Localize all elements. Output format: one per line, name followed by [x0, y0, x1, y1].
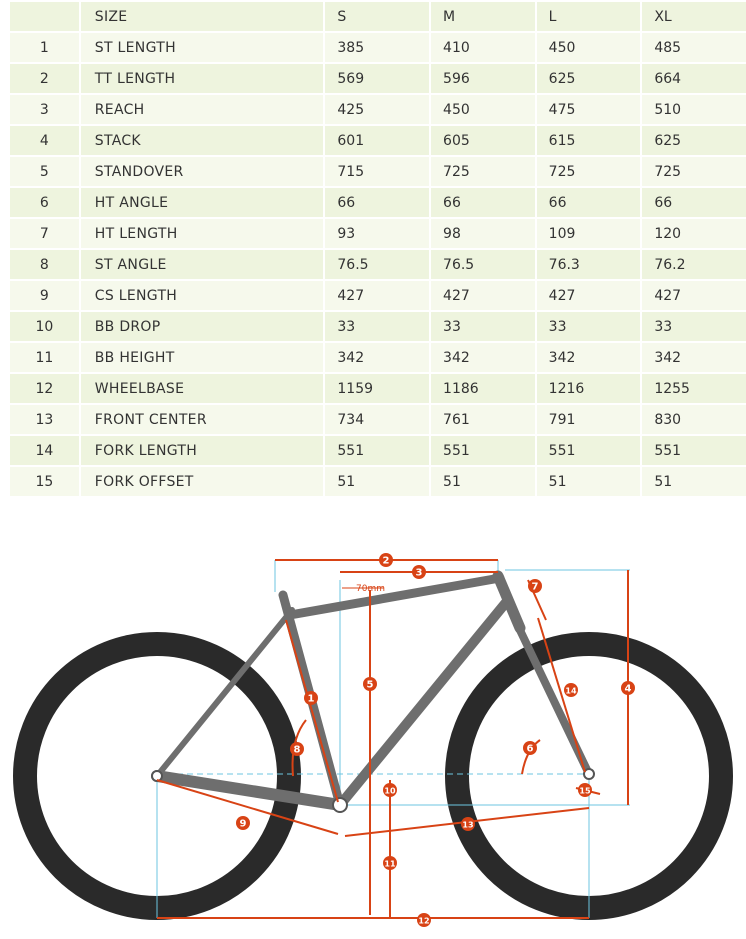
table-row [10, 436, 746, 465]
bike-frame [157, 576, 589, 805]
table-cell: 342 [535, 343, 641, 372]
marker-number: 6 [526, 743, 534, 755]
table-row [10, 250, 746, 279]
table-cell: 66 [535, 188, 641, 217]
table-cell: 51 [535, 467, 641, 496]
table-row [10, 33, 746, 62]
table-cell: 734 [323, 405, 429, 434]
table-cell: 98 [429, 219, 535, 248]
table-cell: 605 [429, 126, 535, 155]
table-cell: 12 [10, 374, 79, 403]
dimension-marker [417, 913, 431, 927]
table-cell: 450 [535, 33, 641, 62]
column-header: SIZE [79, 2, 324, 31]
table-cell: 109 [535, 219, 641, 248]
table-row [10, 281, 746, 310]
table-cell: 425 [323, 95, 429, 124]
dimension-marker [363, 677, 377, 691]
table-row [10, 374, 746, 403]
dimension-marker [564, 683, 578, 697]
table-row [10, 467, 746, 496]
table-cell: 385 [323, 33, 429, 62]
geometry-table-body [10, 2, 746, 496]
table-cell: STANDOVER [79, 157, 324, 186]
table-cell: 11 [10, 343, 79, 372]
marker-number: 13 [462, 820, 474, 830]
table-cell: 76.5 [323, 250, 429, 279]
table-cell: 761 [429, 405, 535, 434]
table-cell: 33 [535, 312, 641, 341]
table-cell: 51 [640, 467, 746, 496]
table-cell: 427 [323, 281, 429, 310]
geometry-table [10, 0, 746, 498]
table-row [10, 95, 746, 124]
table-cell: 551 [323, 436, 429, 465]
table-cell: 76.3 [535, 250, 641, 279]
dimension-marker [523, 741, 537, 755]
table-header-row [10, 2, 746, 31]
table-cell: FORK LENGTH [79, 436, 324, 465]
table-cell: BB HEIGHT [79, 343, 324, 372]
table-cell: 66 [429, 188, 535, 217]
table-cell: 485 [640, 33, 746, 62]
table-row [10, 219, 746, 248]
table-cell: 93 [323, 219, 429, 248]
table-cell: 76.2 [640, 250, 746, 279]
table-cell: 2 [10, 64, 79, 93]
column-header: L [535, 2, 641, 31]
table-cell: REACH [79, 95, 324, 124]
marker-number: 1 [307, 693, 315, 705]
dimension-marker [383, 856, 397, 870]
table-cell: 33 [640, 312, 746, 341]
table-cell: 551 [535, 436, 641, 465]
marker-number: 5 [366, 679, 374, 691]
table-cell: 475 [535, 95, 641, 124]
marker-number: 2 [382, 555, 390, 567]
dimension-marker [304, 691, 318, 705]
table-cell: 450 [429, 95, 535, 124]
dimension-marker [290, 742, 304, 756]
table-cell: 625 [535, 64, 641, 93]
table-cell: 6 [10, 188, 79, 217]
table-cell: ST ANGLE [79, 250, 324, 279]
table-cell: 342 [640, 343, 746, 372]
table-cell: 66 [323, 188, 429, 217]
table-cell: 3 [10, 95, 79, 124]
table-cell: 342 [429, 343, 535, 372]
table-row [10, 343, 746, 372]
table-cell: 9 [10, 281, 79, 310]
table-cell: TT LENGTH [79, 64, 324, 93]
table-cell: 33 [429, 312, 535, 341]
table-cell: 120 [640, 219, 746, 248]
column-header: S [323, 2, 429, 31]
table-cell: 725 [429, 157, 535, 186]
dimension-marker [236, 816, 250, 830]
table-cell: 664 [640, 64, 746, 93]
table-cell: 13 [10, 405, 79, 434]
column-header: M [429, 2, 535, 31]
table-row [10, 157, 746, 186]
marker-number: 15 [579, 786, 591, 796]
table-cell: 66 [640, 188, 746, 217]
table-cell: ST LENGTH [79, 33, 324, 62]
table-cell: STACK [79, 126, 324, 155]
offset-label: 70mm [356, 584, 385, 594]
table-row [10, 126, 746, 155]
dimension-marker [461, 817, 475, 831]
table-cell: 7 [10, 219, 79, 248]
table-cell: 8 [10, 250, 79, 279]
table-cell: 715 [323, 157, 429, 186]
table-cell: 569 [323, 64, 429, 93]
table-cell: 1 [10, 33, 79, 62]
table-cell: 1186 [429, 374, 535, 403]
marker-number: 14 [565, 686, 577, 696]
table-cell: 830 [640, 405, 746, 434]
column-header: XL [640, 2, 746, 31]
table-cell: FRONT CENTER [79, 405, 324, 434]
table-cell: 4 [10, 126, 79, 155]
table-cell: 427 [429, 281, 535, 310]
table-row [10, 64, 746, 93]
table-row [10, 312, 746, 341]
chain-stay [157, 776, 340, 805]
dimension-marker [383, 783, 397, 797]
table-cell: BB DROP [79, 312, 324, 341]
table-cell: 510 [640, 95, 746, 124]
table-cell: 791 [535, 405, 641, 434]
table-cell: 625 [640, 126, 746, 155]
dimension-marker [578, 783, 592, 797]
table-cell: 1255 [640, 374, 746, 403]
dimension-marker [621, 681, 635, 695]
table-cell: 725 [535, 157, 641, 186]
rear-dropout [152, 771, 162, 781]
table-cell: 33 [323, 312, 429, 341]
table-cell: 601 [323, 126, 429, 155]
marker-number: 8 [293, 744, 301, 756]
table-cell: 551 [429, 436, 535, 465]
table-cell: 76.5 [429, 250, 535, 279]
dimension-marker [412, 565, 426, 579]
table-cell: 615 [535, 126, 641, 155]
marker-number: 11 [384, 859, 396, 869]
dimension-marker [379, 553, 393, 567]
marker-number: 3 [415, 567, 423, 579]
bike-geometry-diagram [0, 540, 746, 935]
bottom-bracket [333, 798, 347, 812]
table-cell: 596 [429, 64, 535, 93]
table-cell: 51 [323, 467, 429, 496]
top-tube [290, 578, 500, 615]
table-cell: 410 [429, 33, 535, 62]
table-cell: FORK OFFSET [79, 467, 324, 496]
table-cell: HT LENGTH [79, 219, 324, 248]
table-cell: 1159 [323, 374, 429, 403]
table-cell: 1216 [535, 374, 641, 403]
table-cell: 5 [10, 157, 79, 186]
table-row [10, 188, 746, 217]
marker-number: 12 [418, 916, 430, 926]
table-cell: 15 [10, 467, 79, 496]
column-header [10, 2, 79, 31]
table-cell: WHEELBASE [79, 374, 324, 403]
table-cell: 51 [429, 467, 535, 496]
table-cell: 551 [640, 436, 746, 465]
dimension-marker [528, 579, 542, 593]
marker-number: 10 [384, 786, 396, 796]
table-cell: 725 [640, 157, 746, 186]
table-cell: 14 [10, 436, 79, 465]
table-cell: 427 [535, 281, 641, 310]
table-cell: HT ANGLE [79, 188, 324, 217]
table-cell: 427 [640, 281, 746, 310]
marker-number: 7 [531, 581, 539, 593]
table-row [10, 405, 746, 434]
table-cell: 342 [323, 343, 429, 372]
marker-number: 4 [624, 683, 632, 695]
table-cell: 10 [10, 312, 79, 341]
marker-number: 9 [239, 818, 247, 830]
table-cell: CS LENGTH [79, 281, 324, 310]
